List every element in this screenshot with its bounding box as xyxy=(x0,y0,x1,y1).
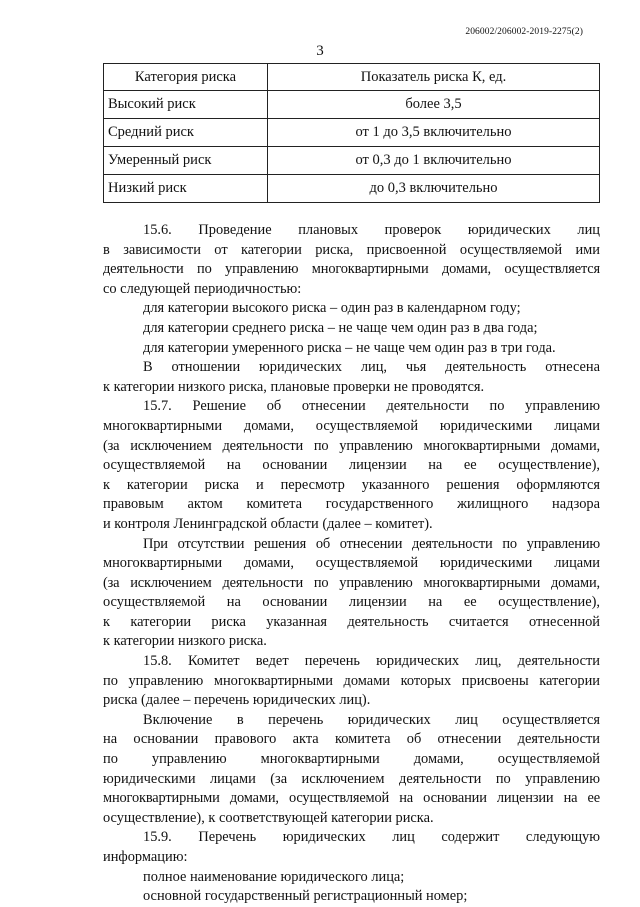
text-line: многоквартирными домами, осуществляемой на основании лицензии на ее xyxy=(103,790,600,807)
text-line: осуществляемой на основании лицензии на ее осуществление), xyxy=(103,594,600,611)
text-line: на основании правового акта комитета об отнесении деятельности xyxy=(103,731,600,748)
text-line: В отношении юридических лиц, чья деятельность отнесена xyxy=(143,359,600,376)
risk-value-cell: до 0,3 включительно xyxy=(268,175,600,203)
list-item: основной государственный регистрационный номер; xyxy=(143,888,468,905)
risk-category-cell: Низкий риск xyxy=(104,175,268,203)
text-line: правовым актом комитета государственного жилищного надзора xyxy=(103,496,600,513)
text-line: Включение в перечень юридических лиц осуществляется xyxy=(143,711,600,728)
risk-value-cell: более 3,5 xyxy=(268,91,600,119)
text-line: и контроля Ленинградской области (далее – комитет). xyxy=(103,515,433,532)
text-line: к категории низкого риска, плановые проверки не проводятся. xyxy=(103,378,485,395)
text-line: 15.9. Перечень юридических лиц содержит следующую xyxy=(143,829,600,846)
table-row xyxy=(104,91,600,119)
text-line: к категории риска указанная деятельность считается отнесенной xyxy=(103,613,600,630)
text-line: по управлению многоквартирными домами которых присвоены категории xyxy=(103,672,600,689)
risk-category-cell: Высокий риск xyxy=(104,91,268,119)
list-item: для категории высокого риска – один раз в календарном году; xyxy=(143,300,521,317)
risk-category-table xyxy=(103,63,600,203)
text-line: 15.6. Проведение плановых проверок юридических лиц xyxy=(143,222,600,238)
text-line: к категории низкого риска. xyxy=(103,633,267,650)
text-line: к категории риска и пересмотр указанного решения оформляются xyxy=(103,476,600,493)
text-line: 15.7. Решение об отнесении деятельности по управлению xyxy=(143,398,600,415)
list-item: для категории среднего риска – не чаще чем один раз в два года; xyxy=(143,319,538,336)
text-line: многоквартирными домами, осуществляемой юридическими лицами xyxy=(103,555,600,572)
text-line: по управлению многоквартирными домами, осуществляемой xyxy=(103,751,600,768)
text-line: в зависимости от категории риска, присвоенной осуществляемой ими xyxy=(103,241,600,258)
text-line: риска (далее – перечень юридических лиц). xyxy=(103,692,371,709)
text-line: многоквартирными домами, осуществляемой юридическими лицами xyxy=(103,417,600,434)
text-line: (за исключением деятельности по управлению многоквартирными домами, xyxy=(103,574,600,591)
table-row xyxy=(104,147,600,175)
text-line: юридическими лицами (за исключением деятельности по управлению xyxy=(103,770,600,787)
text-line: При отсутствии решения об отнесении деятельности по управлению xyxy=(143,535,600,552)
page-number: 3 xyxy=(316,43,324,59)
risk-category-cell: Средний риск xyxy=(104,119,268,147)
table-row xyxy=(104,175,600,203)
table-header-row xyxy=(104,64,600,91)
text-line: осуществление), к соответствующей категории риска. xyxy=(103,809,434,826)
document-id: 206002/206002-2019-2275(2) xyxy=(465,27,583,37)
table-row xyxy=(104,119,600,147)
risk-value-cell: от 1 до 3,5 включительно xyxy=(268,119,600,147)
risk-value-cell: от 0,3 до 1 включительно xyxy=(268,147,600,175)
text-line: осуществляемой на основании лицензии на ее осуществление), xyxy=(103,457,600,474)
text-line: (за исключением деятельности по управлению многоквартирными домами, xyxy=(103,437,600,454)
document-body xyxy=(103,221,600,907)
list-item: полное наименование юридического лица; xyxy=(143,868,405,885)
text-line: деятельности по управлению многоквартирными домами, осуществляется xyxy=(103,261,600,278)
text-line: информацию: xyxy=(103,849,188,865)
list-item: для категории умеренного риска – не чаще чем один раз в три года. xyxy=(143,339,556,356)
risk-category-cell: Умеренный риск xyxy=(104,147,268,175)
text-line: со следующей периодичностью: xyxy=(103,280,302,297)
text-line: 15.8. Комитет ведет перечень юридических лиц, деятельности xyxy=(143,653,600,670)
column-header: Категория риска xyxy=(104,64,268,91)
column-header: Показатель риска К, ед. xyxy=(268,64,600,91)
